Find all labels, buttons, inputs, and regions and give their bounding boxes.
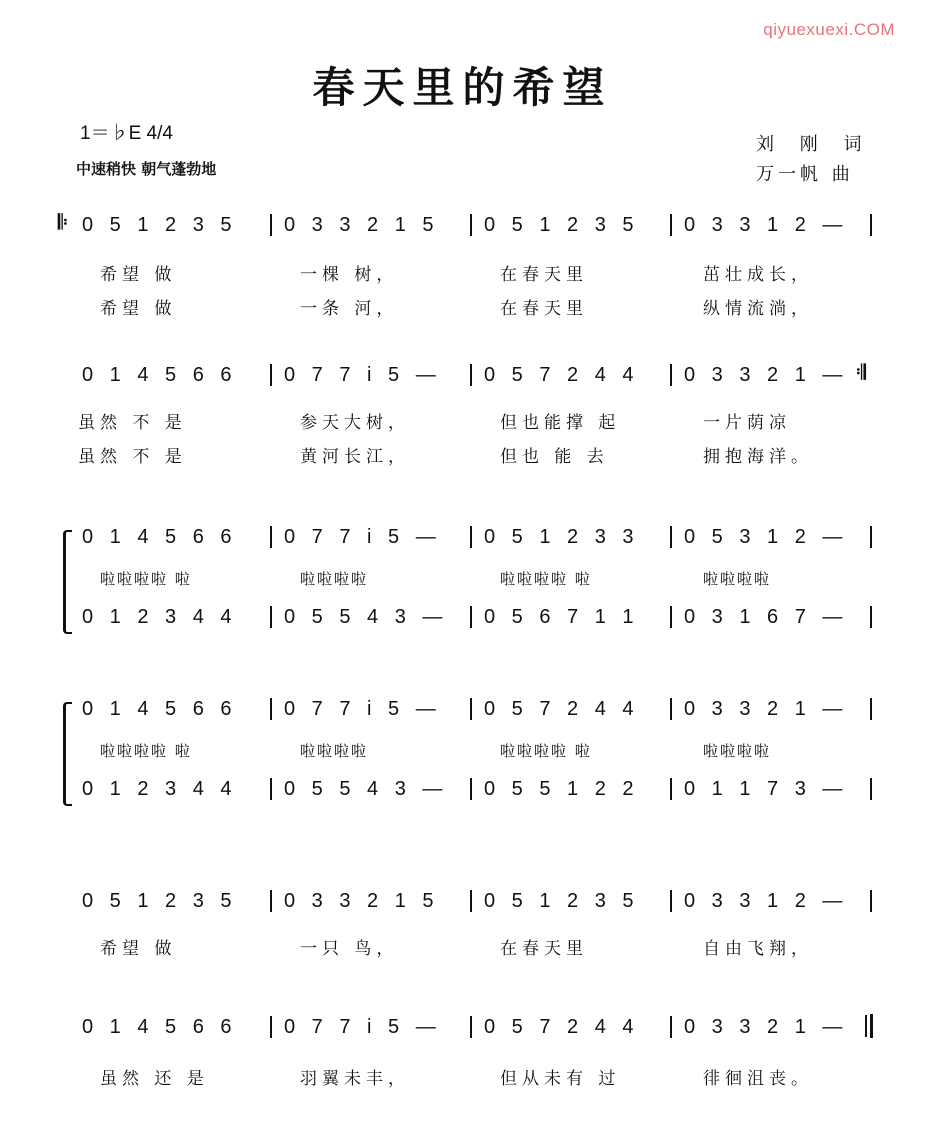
tempo-marking: 中速稍快 朝气蓬勃地 xyxy=(76,160,217,178)
barline xyxy=(470,890,472,912)
barline xyxy=(470,1016,472,1038)
composer-credit: 万一帆 曲 xyxy=(756,164,854,185)
song-title: 春天里的希望 xyxy=(312,63,613,112)
measure-notes: 0 3 3 2 1 5 xyxy=(284,214,440,236)
lyric-line: 啦啦啦啦 啦 xyxy=(100,742,192,760)
measure-notes: 0 1 4 5 6 6 xyxy=(82,698,238,720)
measure-notes: 0 3 3 2 1 — xyxy=(684,1016,848,1038)
lyric-line: 啦啦啦啦 xyxy=(703,742,772,760)
measure-notes: 0 3 3 1 2 — xyxy=(684,214,848,236)
barline xyxy=(270,214,272,236)
lyric-line: 啦啦啦啦 啦 xyxy=(500,570,592,588)
lyric-line: 一只 鸟， xyxy=(300,939,399,959)
lyric-line: 在春天里 xyxy=(500,939,588,959)
system-brace xyxy=(63,702,72,806)
measure-notes: 0 1 2 3 4 4 xyxy=(82,778,238,800)
lyric-line: 一棵 树， xyxy=(300,265,399,285)
measure-notes: 0 5 3 1 2 — xyxy=(684,526,848,548)
lyric-line: 希望 做 xyxy=(100,299,177,319)
measure-notes: 0 1 4 5 6 6 xyxy=(82,526,238,548)
lyric-line: 虽然 还 是 xyxy=(100,1069,209,1089)
measure-notes: 0 5 1 2 3 5 xyxy=(484,214,640,236)
lyric-line: 纵情流淌， xyxy=(703,299,813,319)
repeat-start-sign: 𝄆 xyxy=(58,212,68,234)
barline xyxy=(870,778,872,800)
lyric-line: 啦啦啦啦 xyxy=(300,742,369,760)
lyricist-credit: 刘 刚 词 xyxy=(756,134,872,155)
lyric-line: 但也能撑 起 xyxy=(500,413,621,433)
measure-notes: 0 5 1 2 3 5 xyxy=(82,214,238,236)
measure-notes: 0 5 1 2 3 5 xyxy=(82,890,238,912)
barline xyxy=(470,214,472,236)
lyric-line: 一条 河， xyxy=(300,299,399,319)
key-signature: 1＝♭E 4/4 xyxy=(80,123,173,144)
measure-notes: 0 3 3 1 2 — xyxy=(684,890,848,912)
measure-notes: 0 3 3 2 1 — xyxy=(684,698,848,720)
lyric-line: 徘徊沮丧。 xyxy=(703,1069,813,1089)
lyric-line: 虽然 不 是 xyxy=(78,447,187,467)
measure-notes: 0 7 7 i 5 — xyxy=(284,364,442,386)
measure-notes: 0 3 1 6 7 — xyxy=(684,606,848,628)
barline xyxy=(670,890,672,912)
lyric-line: 啦啦啦啦 啦 xyxy=(500,742,592,760)
measure-notes: 0 5 6 7 1 1 xyxy=(484,606,640,628)
lyric-line: 虽然 不 是 xyxy=(78,413,187,433)
system-brace xyxy=(63,530,72,634)
barline xyxy=(670,606,672,628)
barline xyxy=(270,778,272,800)
barline xyxy=(470,698,472,720)
lyric-line: 在春天里 xyxy=(500,265,588,285)
barline xyxy=(270,1016,272,1038)
final-barline-thick xyxy=(870,1014,873,1038)
lyric-line: 啦啦啦啦 啦 xyxy=(100,570,192,588)
lyric-line: 希望 做 xyxy=(100,265,177,285)
barline xyxy=(870,606,872,628)
measure-notes: 0 5 1 2 3 3 xyxy=(484,526,640,548)
measure-notes: 0 5 5 1 2 2 xyxy=(484,778,640,800)
measure-notes: 0 5 7 2 4 4 xyxy=(484,698,640,720)
barline xyxy=(470,526,472,548)
barline xyxy=(670,698,672,720)
measure-notes: 0 7 7 i 5 — xyxy=(284,698,442,720)
measure-notes: 0 7 7 i 5 — xyxy=(284,526,442,548)
repeat-end-sign: 𝄇 xyxy=(856,362,866,384)
barline xyxy=(870,698,872,720)
site-watermark: qiyuexuexi.COM xyxy=(763,20,895,39)
measure-notes: 0 5 7 2 4 4 xyxy=(484,364,640,386)
barline xyxy=(270,606,272,628)
measure-notes: 0 5 7 2 4 4 xyxy=(484,1016,640,1038)
barline xyxy=(470,606,472,628)
barline xyxy=(670,778,672,800)
lyric-line: 羽翼未丰， xyxy=(300,1069,410,1089)
lyric-line: 参天大树， xyxy=(300,413,410,433)
lyric-line: 但从未有 过 xyxy=(500,1069,621,1089)
lyric-line: 希望 做 xyxy=(100,939,177,959)
lyric-line: 自由飞翔， xyxy=(703,939,813,959)
barline xyxy=(270,890,272,912)
barline xyxy=(270,526,272,548)
lyric-line: 但也 能 去 xyxy=(500,447,609,467)
measure-notes: 0 1 2 3 4 4 xyxy=(82,606,238,628)
measure-notes: 0 5 1 2 3 5 xyxy=(484,890,640,912)
barline xyxy=(670,364,672,386)
barline xyxy=(870,890,872,912)
measure-notes: 0 1 4 5 6 6 xyxy=(82,364,238,386)
measure-notes: 0 7 7 i 5 — xyxy=(284,1016,442,1038)
measure-notes: 0 1 4 5 6 6 xyxy=(82,1016,238,1038)
barline xyxy=(870,526,872,548)
barline xyxy=(670,526,672,548)
measure-notes: 0 1 1 7 3 — xyxy=(684,778,848,800)
barline xyxy=(870,214,872,236)
lyric-line: 黄河长江， xyxy=(300,447,410,467)
lyric-line: 啦啦啦啦 xyxy=(300,570,369,588)
barline xyxy=(470,778,472,800)
lyric-line: 啦啦啦啦 xyxy=(703,570,772,588)
lyric-line: 在春天里 xyxy=(500,299,588,319)
measure-notes: 0 3 3 2 1 5 xyxy=(284,890,440,912)
measure-notes: 0 3 3 2 1 — xyxy=(684,364,848,386)
barline xyxy=(270,364,272,386)
barline xyxy=(670,1016,672,1038)
barline xyxy=(270,698,272,720)
measure-notes: 0 5 5 4 3 — xyxy=(284,778,448,800)
barline xyxy=(670,214,672,236)
lyric-line: 一片荫凉 xyxy=(703,413,791,433)
measure-notes: 0 5 5 4 3 — xyxy=(284,606,448,628)
final-barline-thin xyxy=(865,1015,867,1037)
barline xyxy=(470,364,472,386)
lyric-line: 拥抱海洋。 xyxy=(703,447,813,467)
lyric-line: 茁壮成长， xyxy=(703,265,813,285)
